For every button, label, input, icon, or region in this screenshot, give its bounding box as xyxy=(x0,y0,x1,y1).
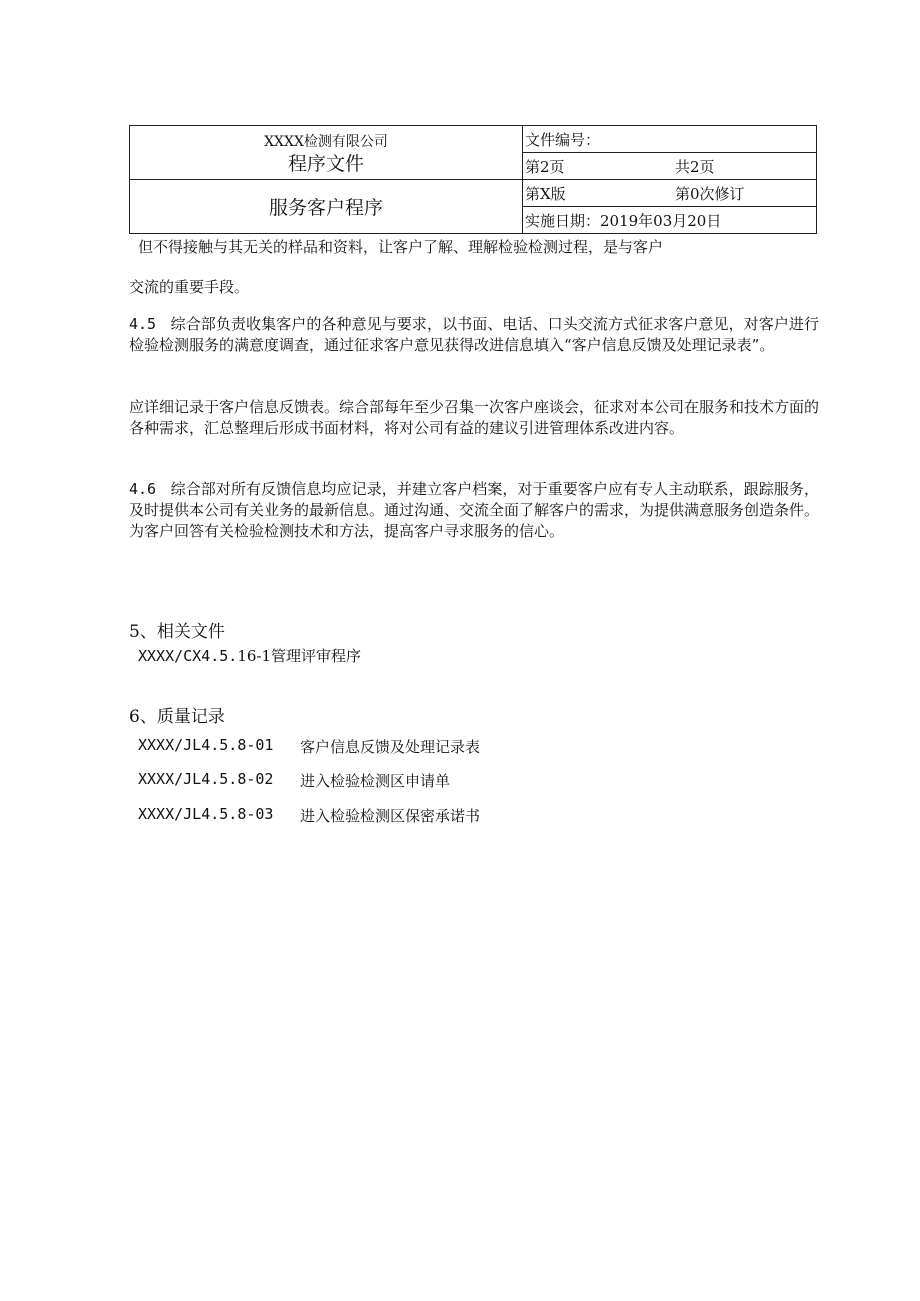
section-4-5 xyxy=(129,314,819,356)
continuation-line-1: 但不得接触与其无关的样品和资料，让客户了解、理解检验检测过程，是与客户 xyxy=(138,238,664,256)
quality-record-item xyxy=(138,805,273,823)
version-label: 第X版 xyxy=(525,184,566,203)
page-info-cell xyxy=(523,153,817,180)
section-4-6-number: 4.6 xyxy=(129,480,157,498)
quality-record-item xyxy=(138,770,273,788)
revision-label: 第0次修订 xyxy=(675,184,745,203)
continuation-line-2: 交流的重要手段。 xyxy=(129,278,250,296)
related-doc-item xyxy=(138,645,361,666)
related-doc-name: 16-1管理评审程序 xyxy=(237,647,362,665)
total-pages: 共2页 xyxy=(675,157,715,176)
section-4-6-text: 综合部对所有反馈信息均应记录，并建立客户档案，对于重要客户应有专人主动联系，跟踪服务，及时提供本公司有关业务的最新信息。通过沟通、交流全面了解客户的需求，为提供满意服务创造条件。为客户回答有关检验检测技术和方法，提高客户寻求服务的信心。 xyxy=(129,480,820,540)
document-type: 程序文件 xyxy=(287,152,364,175)
quality-record-item xyxy=(138,736,273,754)
quality-record-name: 客户信息反馈及处理记录表 xyxy=(300,738,481,756)
quality-record-name: 进入检验检测区保密承诺书 xyxy=(300,807,481,825)
section-4-6 xyxy=(129,479,819,542)
quality-records-heading: 6、质量记录 xyxy=(129,707,225,727)
quality-record-code: XXXX/JL4.5.8-02 xyxy=(138,770,274,788)
file-number-cell xyxy=(523,126,817,153)
effective-date: 实施日期：2019年03月20日 xyxy=(523,207,817,234)
quality-record-code: XXXX/JL4.5.8-03 xyxy=(138,805,274,823)
company-cell xyxy=(130,126,523,180)
procedure-name: 服务客户程序 xyxy=(130,180,523,234)
section-4-5-text: 综合部负责收集客户的各种意见与要求，以书面、电话、口头交流方式征求客户意见，对客户进行检验检测服务的满意度调查，通过征求客户意见获得改进信息填入“客户信息反馈及处理记录表”。 xyxy=(129,315,819,354)
version-cell xyxy=(523,180,817,207)
quality-record-code: XXXX/JL4.5.8-01 xyxy=(138,736,274,754)
page-number: 第2页 xyxy=(525,157,565,176)
document-header-table xyxy=(129,125,817,234)
record-paragraph: 应详细记录于客户信息反馈表。综合部每年至少召集一次客户座谈会，征求对本公司在服务和技术方面的各种需求，汇总整理后形成书面材料，将对公司有益的建议引进管理体系改进内容。 xyxy=(129,398,820,437)
section-4-5-number: 4.5 xyxy=(129,315,157,333)
quality-record-name: 进入检验检测区申请单 xyxy=(300,772,451,790)
related-docs-heading: 5、相关文件 xyxy=(129,622,225,642)
company-name: XXXX检测有限公司 xyxy=(264,133,388,150)
related-doc-code: XXXX/CX4.5. xyxy=(138,647,238,665)
file-number-label: 文件编号： xyxy=(525,130,601,149)
